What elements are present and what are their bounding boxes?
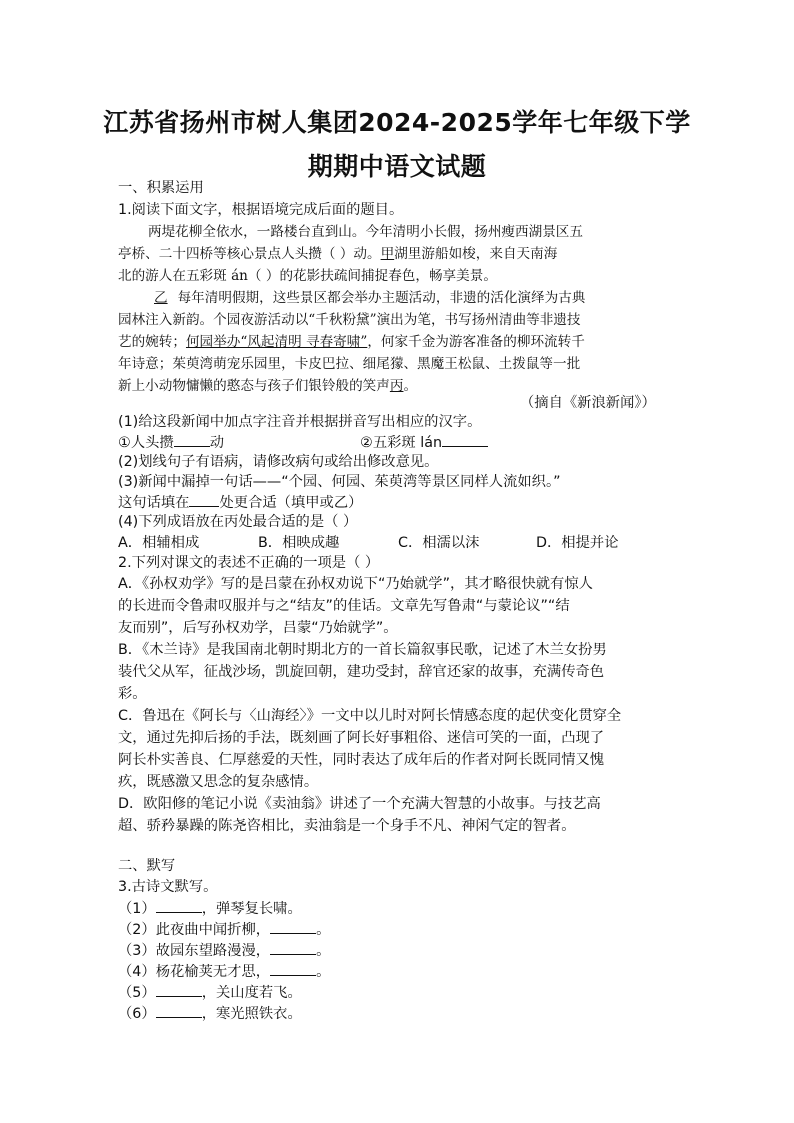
option-c-text: 疚，既感激又思念的复杂感情。 [118,774,319,790]
option-a-text: A．《孙权劝学》写的是吕蒙在孙权劝说下“乃始就学”，其才略很快就有惊人 [118,576,593,592]
answer-blank[interactable] [156,898,202,913]
passage-line: 北的游人在五彩斑 án（ ）的花影扶疏间捕捉春色，畅享美景。 [118,268,497,284]
answer-blank[interactable] [156,982,202,997]
sub-question-3: (3)新闻中漏掉一句话——“个园、何园、茱萸湾等景区同样人流如织。” [118,474,561,490]
option-b-text: B．《木兰诗》是我国南北朝时期北方的一首长篇叙事民歌，记述了木兰女扮男 [118,642,607,658]
question-1-stem: 1.阅读下面文字，根据语境完成后面的题目。 [118,202,404,218]
dictation-item: （4）杨花榆荚无才思， 。 [118,961,330,982]
option-d-text: D．欧阳修的笔记小说《卖油翁》讲述了一个充满大智慧的小故事。与技艺高 [118,796,601,812]
section-heading-accumulation: 一、积累运用 [118,180,204,196]
blank-marker-jia: 甲 [380,246,395,262]
passage-line: 亭桥、二十四桥等核心景点人头攒（ ）动。甲湖里游船如梭，来自天南海 [118,246,558,262]
option-a-text: 的长进而令鲁肃叹服并与之“结友”的佳话。文章先写鲁肃“与蒙论议”“结 [118,598,570,614]
option-c[interactable]: C．相濡以沫 [398,535,480,551]
answer-blank[interactable] [189,492,219,507]
question-2-stem: 2.下列对课文的表述不正确的一项是（ ） [118,555,380,571]
blank-marker-yi: 乙 [154,290,168,306]
sub-question-4: (4)下列成语放在丙处最合适的是（ ） [118,514,358,530]
options-row [118,533,619,553]
option-d-text: 超、骄矜暴躁的陈尧咨相比，卖油翁是一个身手不凡、神闲气定的智者。 [118,818,576,834]
sub-question-2: (2)划线句子有语病，请修改病句或给出修改意见。 [118,454,439,470]
sub-question-1-items: ①人头攒 动 ②五彩斑 lán [118,432,488,453]
passage-line: 两堤花柳全依水，一路楼台直到山。今年清明小长假，扬州瘦西湖景区五 [148,224,583,240]
source-note: （摘自《新浪新闻》） [520,395,656,411]
dictation-item: （2）此夜曲中闻折柳， 。 [118,919,330,940]
sub-question-3-fill: 这句话填在 处更合适（填甲或乙） [118,492,362,513]
section-heading-dictation: 二、默写 [118,858,176,874]
option-b-text: 装代父从军，征战沙场，凯旋回朝，建功受封，辞官还家的故事，充满传奇色 [118,664,605,680]
passage-line: 年诗意；茱萸湾萌宠乐园里，卡皮巴拉、细尾獴、黑魔王松鼠、土拨鼠等一批 [118,356,581,372]
answer-blank[interactable] [270,940,316,955]
answer-blank[interactable] [156,1003,202,1018]
passage-line: 乙 每年清明假期，这些景区都会举办主题活动，非遗的活化演绎为古典 [148,288,585,308]
option-b-text: 彩。 [118,686,147,702]
dictation-item: （6） ，寒光照铁衣。 [118,1003,302,1024]
dictation-item: （5） ，关山度若飞。 [118,982,302,1003]
passage-line: 艺的婉转；何园举办“风起清明 寻春寄啸”，何家千金为游客准备的柳环流转千 [118,334,585,350]
passage-line: 新上小动物慵懒的憨态与孩子们银铃般的笑声丙。 [118,378,418,394]
page-title-line1: 江苏省扬州市树人集团2024-2025学年七年级下学 [103,108,691,137]
option-a[interactable]: A．相辅相成 [118,535,200,551]
question-3-stem: 3.古诗文默写。 [118,879,218,895]
blank-marker-bing: 丙 [389,378,404,394]
page-title-line2: 期期中语文试题 [307,152,487,181]
underlined-sentence: 何园举办“风起清明 寻春寄啸” [185,334,368,350]
passage-line: 园林注入新韵。个园夜游活动以“千秋粉黛”演出为笔，书写扬州清曲等非遗技 [118,312,581,328]
answer-blank[interactable] [270,961,316,976]
option-c-text: 文，通过先抑后扬的手法，既刻画了阿长好事粗俗、迷信可笑的一面，凸现了 [118,730,605,746]
dictation-item: （3）故园东望路漫漫， 。 [118,940,330,961]
option-c-text: C．鲁迅在《阿长与〈山海经〉》一文中以儿时对阿长情感态度的起伏变化贯穿全 [118,708,622,724]
option-d[interactable]: D．相提并论 [536,535,619,551]
sub-question-1: (1)给这段新闻中加点字注音并根据拼音写出相应的汉字。 [118,414,482,430]
answer-blank[interactable] [442,432,488,447]
answer-blank[interactable] [174,432,210,447]
answer-blank[interactable] [270,919,316,934]
option-b[interactable]: B．相映成趣 [258,535,340,551]
option-c-text: 阿长朴实善良、仁厚慈爱的天性，同时表达了成年后的作者对阿长既同情又愧 [118,752,605,768]
dictation-item: （1） ，弹琴复长啸。 [118,898,302,919]
option-a-text: 友而别”，后写孙权劝学，吕蒙“乃始就学”。 [118,620,398,636]
